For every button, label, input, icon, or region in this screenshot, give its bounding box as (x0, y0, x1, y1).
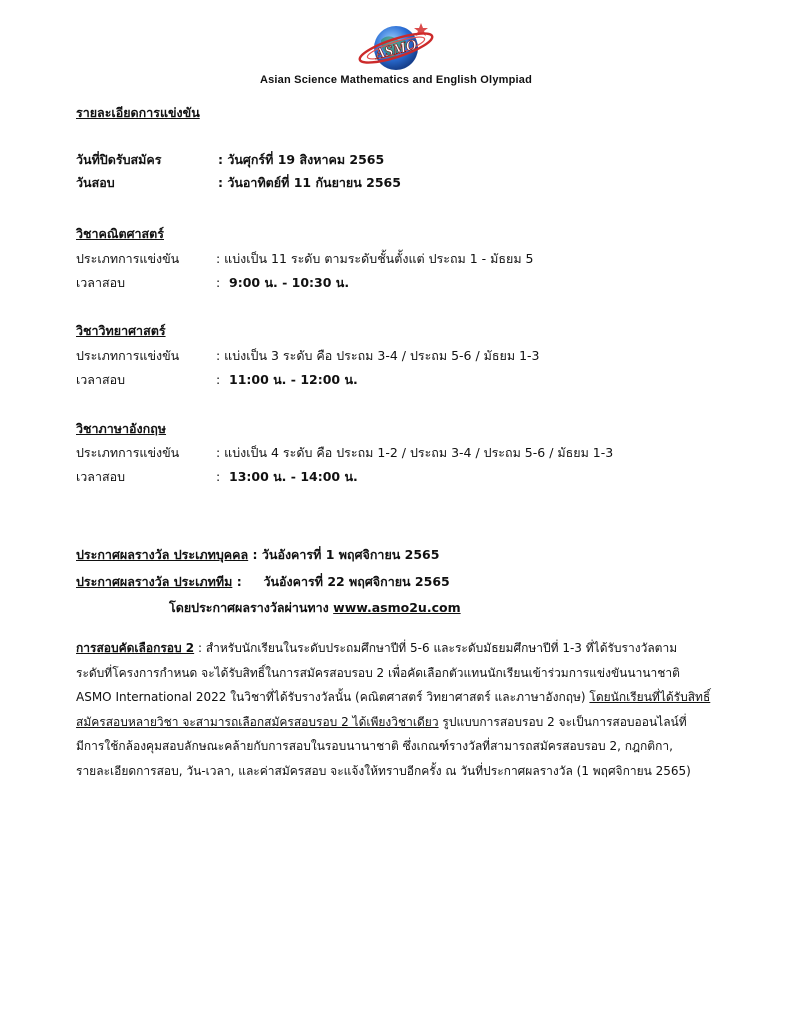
science-time-colon: : (216, 372, 221, 387)
exam-date-label: วันสอบ (76, 175, 115, 190)
round2-line-1 (76, 636, 734, 661)
round2-line-2: ระดับที่โครงการกำหนด จะได้รับสิทธิ์ในการสมัครสอบรอบ 2 เพื่อคัดเลือกตัวแทนนักเรียนเข้าร่วมการแข่งขันนานาชาติ (76, 665, 680, 680)
science-type-label: ประเภทการแข่งขัน (76, 348, 180, 363)
announce-individual-value: : วันอังคารที่ 1 พฤศจิกายน 2565 (248, 547, 440, 562)
round2-line-4 (76, 710, 734, 735)
round2-line-6: รายละเอียดการสอบ, วัน-เวลา, และค่าสมัครสอบ จะแจ้งให้ทราบอีกครั้ง ณ วันที่ประกาศผลรางวัล (1 พฤศจิกายน 2565) (76, 763, 691, 778)
announce-via-prefix: โดยประกาศผลรางวัลผ่านทาง (169, 600, 334, 615)
announce-via (169, 599, 461, 617)
logo-text: ASMO (373, 37, 419, 63)
round2-label: การสอบคัดเลือกรอบ 2 (76, 641, 195, 655)
round2-paragraph (76, 636, 734, 784)
round2-line4-text: รูปแบบการสอบรอบ 2 จะเป็นการสอบออนไลน์ที่ (438, 714, 687, 729)
announce-individual (76, 546, 439, 564)
english-type-value: : แบ่งเป็น 4 ระดับ คือ ประถม 1-2 / ประถม 3-4 / ประถม 5-6 / มัธยม 1-3 (216, 445, 614, 460)
exam-date-value: : วันอาทิตย์ที่ 11 กันยายน 2565 (218, 175, 401, 190)
english-time-colon: : (216, 469, 221, 484)
english-type-label: ประเภทการแข่งขัน (76, 445, 180, 460)
math-time-label: เวลาสอบ (76, 275, 126, 290)
page-title: รายละเอียดการแข่งขัน (76, 105, 200, 120)
subject-title-science: วิชาวิทยาศาสตร์ (76, 323, 166, 338)
round2-line-3 (76, 685, 734, 710)
math-time-colon: : (216, 275, 221, 290)
close-date-label: วันที่ปิดรับสมัคร (76, 152, 162, 167)
english-time-value: 13:00 น. - 14:00 น. (229, 469, 358, 484)
asmo-website-link[interactable]: www.asmo2u.com (333, 600, 461, 615)
round2-line-5: มีการใช้กล้องคุมสอบลักษณะคล้ายกับการสอบในรอบนานาชาติ ซึ่งเกณฑ์รางวัลที่สามารถสมัครสอบรอบ 2, กฎกติกา, (76, 739, 673, 754)
organization-name: Asian Science Mathematics and English Olympiad (259, 74, 533, 86)
science-type-value: : แบ่งเป็น 3 ระดับ คือ ประถม 3-4 / ประถม 5-6 / มัธยม 1-3 (216, 348, 540, 363)
announce-team (76, 573, 450, 591)
round2-line1-text: : สำหรับนักเรียนในระดับประถมศึกษาปีที่ 5-6 และระดับมัธยมศึกษาปีที่ 1-3 ที่ได้รับรางวัลตาม (194, 641, 678, 655)
asmo-logo (0, 18, 792, 74)
round2-line4-underlined: สมัครสอบหลายวิชา จะสามารถเลือกสมัครสอบรอบ 2 ได้เพียงวิชาเดียว (76, 714, 439, 729)
close-date-value: : วันศุกร์ที่ 19 สิงหาคม 2565 (218, 152, 385, 167)
math-type-label: ประเภทการแข่งขัน (76, 251, 180, 266)
science-time-label: เวลาสอบ (76, 372, 126, 387)
math-time-value: 9:00 น. - 10:30 น. (229, 275, 350, 290)
globe-logo-icon (353, 18, 439, 74)
round2-line3-text: ASMO International 2022 ในวิชาที่ได้รับรางวัลนั้น (คณิตศาสตร์ วิทยาศาสตร์ และภาษาอังกฤษ) (76, 690, 590, 705)
subject-title-english: วิชาภาษาอังกฤษ (76, 421, 167, 436)
announce-team-label: ประกาศผลรางวัล ประเภททีม (76, 574, 233, 589)
english-time-label: เวลาสอบ (76, 469, 126, 484)
announce-individual-label: ประกาศผลรางวัล ประเภทบุคคล (76, 547, 249, 562)
math-type-value: : แบ่งเป็น 11 ระดับ ตามระดับชั้นตั้งแต่ ประถม 1 - มัธยม 5 (216, 251, 534, 266)
subject-title-math: วิชาคณิตศาสตร์ (76, 226, 165, 241)
announce-team-value: : วันอังคารที่ 22 พฤศจิกายน 2565 (232, 574, 450, 589)
science-time-value: 11:00 น. - 12:00 น. (229, 372, 358, 387)
round2-line3-underlined: โดยนักเรียนที่ได้รับสิทธิ์ (589, 690, 711, 705)
